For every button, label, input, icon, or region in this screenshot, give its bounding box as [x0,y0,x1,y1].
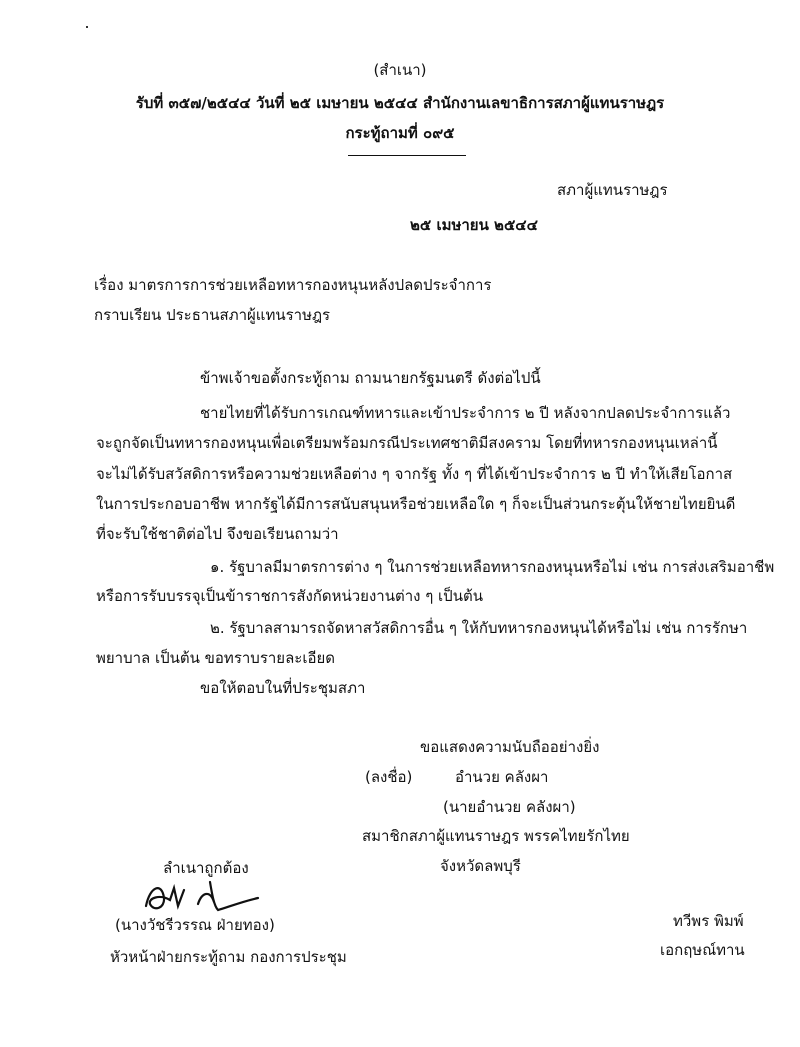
origin-office: สภาผู้แทนราษฎร [557,181,668,199]
typist-note: ทวีพร พิมพ์ [673,912,744,930]
receipt-line: รับที่ ๓๕๗/๒๕๔๔ วันที่ ๒๕ เมษายน ๒๕๔๔ สำนักงานเลขาธิการสภาผู้แทนราษฎร [135,94,665,112]
closing-request: ขอให้ตอบในที่ประชุมสภา [200,679,366,697]
signer-full-name: (นายอำนวย คลังผา) [443,798,576,816]
origin-date: ๒๕ เมษายน ๒๕๔๔ [410,216,538,234]
regards-line: ขอแสดงความนับถืออย่างยิ่ง [420,738,600,756]
signer-name: อำนวย คลังผา [455,768,549,786]
body-line: ในการประกอบอาชีพ หากรัฐได้มีการสนับสนุนหรือช่วยเหลือใด ๆ ก็จะเป็นส่วนกระตุ้นให้ชายไทยยินดี [96,495,736,513]
subject-line: เรื่อง มาตรการการช่วยเหลือทหารกองหนุนหลังปลดประจำการ [94,276,492,294]
question-1-line: หรือการรับบรรจุเป็นข้าราชการสังกัดหน่วยงานต่าง ๆ เป็นต้น [96,587,483,605]
sign-label: (ลงชื่อ) [365,768,413,786]
body-line: ชายไทยที่ได้รับการเกณฑ์ทหารและเข้าประจำการ ๒ ปี หลังจากปลดประจำการแล้ว [200,404,731,422]
body-line: ที่จะรับใช้ชาติต่อไป จึงขอเรียนถามว่า [96,525,339,543]
question-number: กระทู้ถามที่ ๐๙๕ [345,124,455,142]
signer-position: สมาชิกสภาผู้แทนราษฎร พรรคไทยรักไทย [362,827,630,845]
question-2-line: พยาบาล เป็นต้น ขอทราบรายละเอียด [96,649,336,667]
certifier-title: หัวหน้าฝ่ายกระทู้ถาม กองการประชุม [110,948,347,966]
checker-note: เอกฤษณ์ทาน [660,941,745,959]
header-divider [348,155,466,156]
signer-province: จังหวัดลพบุรี [440,857,521,875]
scan-speck [86,26,88,28]
copy-mark: (สำเนา) [373,61,427,79]
body-intro: ข้าพเจ้าขอตั้งกระทู้ถาม ถามนายกรัฐมนตรี ดังต่อไปนี้ [200,369,541,387]
question-1-line: ๑. รัฐบาลมีมาตรการต่าง ๆ ในการช่วยเหลือทหารกองหนุนหรือไม่ เช่น การส่งเสริมอาชีพ [210,558,775,576]
certifier-name: (นางวัชรีวรรณ ฝ่ายทอง) [115,916,275,934]
certified-label: ลำเนาถูกต้อง [163,859,249,877]
question-2-line: ๒. รัฐบาลสามารถจัดหาสวัสดิการอื่น ๆ ให้กับทหารกองหนุนได้หรือไม่ เช่น การรักษา [210,619,748,637]
body-line: จะถูกจัดเป็นทหารกองหนุนเพื่อเตรียมพร้อมกรณีประเทศชาติมีสงคราม โดยที่ทหารกองหนุนเหล่านี้ [96,434,718,452]
salutation-line: กราบเรียน ประธานสภาผู้แทนราษฎร [94,306,331,324]
body-line: จะไม่ได้รับสวัสดิการหรือความช่วยเหลือต่าง ๆ จากรัฐ ทั้ง ๆ ที่ได้เข้าประจำการ ๒ ปี ทำให้เสียโอกาส [96,465,733,483]
